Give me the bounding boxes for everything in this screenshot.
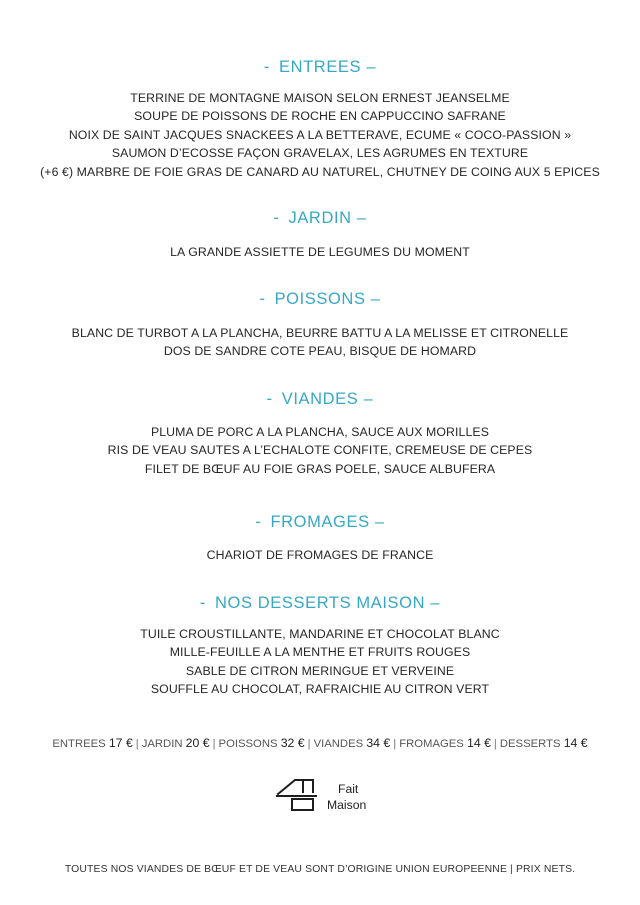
section-title-text: JARDIN: [288, 209, 352, 227]
price-value: 17 €: [108, 736, 133, 750]
menu-item: SABLE DE CITRON MERINGUE ET VERVEINE: [185, 663, 455, 678]
menu-item: PLUMA DE PORC A LA PLANCHA, SAUCE AUX MORILLES: [150, 425, 490, 439]
menu-item: SOUPE DE POISSONS DE ROCHE EN CAPPUCCINO SAFRANE: [134, 109, 506, 124]
section-title-text: ENTREES: [279, 58, 362, 76]
title-dash-left: -: [255, 513, 262, 531]
price-label: FROMAGES: [399, 738, 464, 750]
price-label: DESSERTS: [499, 738, 561, 750]
section-title-entrees: [0, 57, 640, 77]
fait-maison-logo: [275, 775, 385, 815]
fait-maison-line1: Fait: [338, 782, 359, 796]
title-dash-left: -: [266, 390, 273, 408]
price-separator: |: [493, 738, 497, 750]
menu-item: SOUFFLE AU CHOCOLAT, RAFRAICHIE AU CITRON VERT: [150, 682, 490, 697]
menu-item: RIS DE VEAU SAUTES A L’ECHALOTE CONFITE, CREMEUSE DE CEPES: [107, 443, 533, 458]
title-dash-left: -: [273, 209, 280, 227]
menu-item: SAUMON D’ECOSSE FAÇON GRAVELAX, LES AGRUMES EN TEXTURE: [111, 146, 529, 161]
section-title-text: VIANDES: [281, 390, 359, 408]
price-label: ENTREES: [52, 738, 106, 750]
section-items-fromages: [0, 546, 640, 564]
price-value: 14 €: [466, 736, 491, 750]
title-dash-left: -: [259, 290, 266, 308]
section-items-viandes: [0, 423, 640, 478]
section-title-text: NOS DESSERTS MAISON: [215, 594, 426, 612]
menu-item: CHARIOT DE FROMAGES DE FRANCE: [206, 548, 434, 562]
price-value: 14 €: [563, 736, 588, 750]
menu-item: (+6 €) MARBRE DE FOIE GRAS DE CANARD AU NATUREL, CHUTNEY DE COING AUX 5 EPICES: [40, 164, 600, 179]
price-label: POISSONS: [218, 738, 278, 750]
title-dash-right: –: [356, 209, 367, 227]
section-title-text: FROMAGES: [270, 513, 370, 531]
title-dash-right: –: [430, 594, 441, 612]
price-separator: |: [135, 738, 139, 750]
menu-item: TERRINE DE MONTAGNE MAISON SELON ERNEST JEANSELME: [130, 91, 510, 105]
section-title-text: POISSONS: [274, 290, 366, 308]
menu-item: NOIX DE SAINT JACQUES SNACKEES A LA BETTERAVE, ECUME « COCO-PASSION »: [68, 127, 572, 142]
price-label: VIANDES: [313, 738, 364, 750]
section-title-jardin: [0, 208, 640, 228]
menu-item: TUILE CROUSTILLANTE, MANDARINE ET CHOCOLAT BLANC: [140, 627, 500, 641]
section-items-desserts: [0, 625, 640, 699]
title-dash-left: -: [199, 594, 207, 612]
section-title-viandes: [0, 389, 640, 409]
section-title-poissons: [0, 289, 640, 309]
price-separator: |: [212, 738, 216, 750]
price-list: [0, 735, 640, 752]
title-dash-right: –: [374, 513, 385, 531]
section-items-poissons: [0, 324, 640, 361]
fait-maison-house-pan-icon: [275, 777, 319, 813]
menu-item: BLANC DE TURBOT A LA PLANCHA, BEURRE BATTU A LA MELISSE ET CITRONELLE: [71, 326, 569, 340]
footer-note: TOUTES NOS VIANDES DE BŒUF ET DE VEAU SONT D’ORIGINE UNION EUROPEENNE | PRIX NETS.: [64, 864, 576, 875]
menu-item: DOS DE SANDRE COTE PEAU, BISQUE DE HOMARD: [163, 344, 477, 359]
price-value: 20 €: [185, 736, 210, 750]
price-label: JARDIN: [141, 738, 183, 750]
title-dash-right: –: [370, 290, 381, 308]
section-title-desserts: [0, 593, 640, 613]
title-dash-right: –: [363, 390, 374, 408]
menu-item: MILLE-FEUILLE A LA MENTHE ET FRUITS ROUGES: [169, 645, 471, 660]
price-separator: |: [393, 738, 397, 750]
price-value: 32 €: [280, 736, 305, 750]
title-dash-right: –: [366, 58, 377, 76]
price-separator: |: [307, 738, 311, 750]
fait-maison-line2: Maison: [327, 798, 367, 812]
menu-item: FILET DE BŒUF AU FOIE GRAS POELE, SAUCE ALBUFERA: [144, 461, 496, 476]
section-title-fromages: [0, 512, 640, 532]
fait-maison-text: [327, 781, 366, 813]
price-value: 34 €: [366, 736, 391, 750]
section-items-jardin: [0, 243, 640, 261]
section-items-entrees: [0, 89, 640, 181]
menu-item: LA GRANDE ASSIETTE DE LEGUMES DU MOMENT: [170, 245, 470, 259]
title-dash-left: -: [263, 58, 270, 76]
